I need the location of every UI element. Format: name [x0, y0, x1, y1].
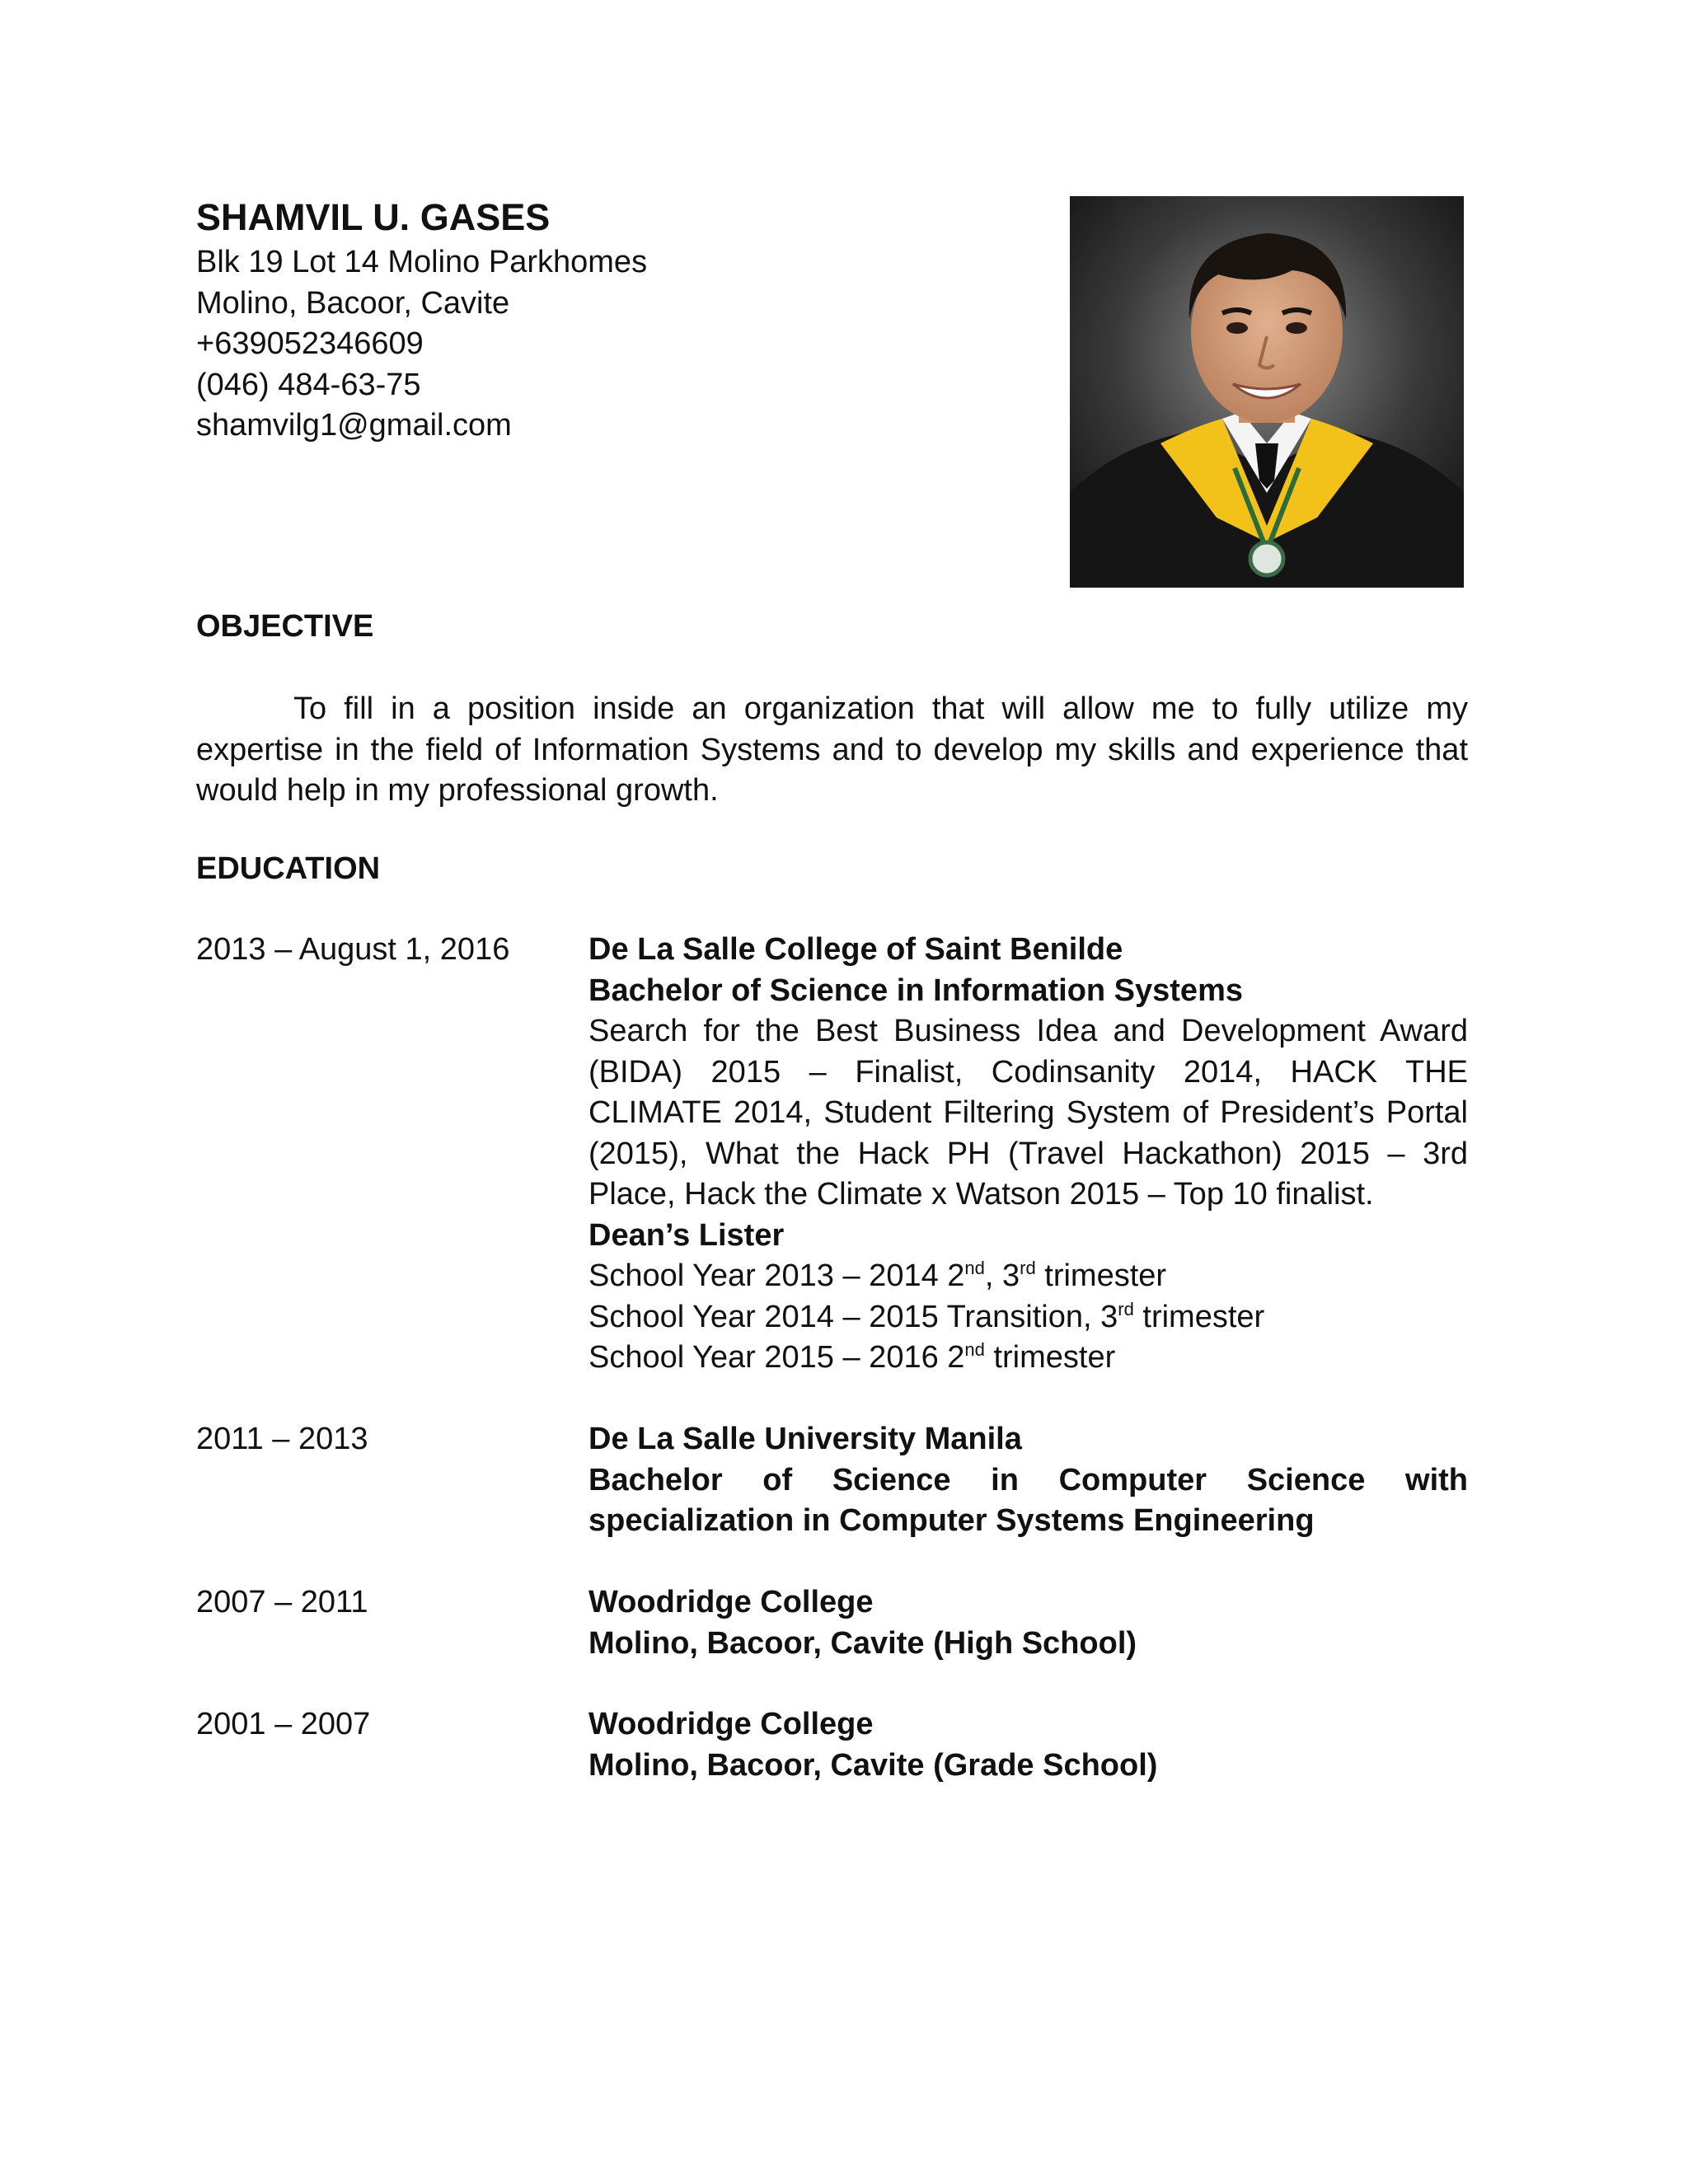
landline-number: (046) 484-63-75: [196, 367, 421, 402]
education-details: [588, 1419, 1468, 1542]
address-line-2: Molino, Bacoor, Cavite: [196, 285, 510, 321]
mobile-number: +639052346609: [196, 326, 424, 361]
school-name: Woodridge College: [588, 1585, 874, 1619]
email-address: shamvilg1@gmail.com: [196, 408, 512, 443]
address-line-1: Blk 19 Lot 14 Molino Parkhomes: [196, 245, 648, 279]
awards-text: Search for the Best Business Idea and Development Award (BIDA) 2015 – Finalist, Codinsanity 2014, HACK THE CLIMATE 2014, Student Filtering System of President’s Portal (2015), What the Hack PH (Travel Hackathon) 2015 – 3rd Place, Hack the Climate x Watson 2015 – Top 10 finalist.: [588, 1014, 1468, 1212]
school-name: De La Salle College of Saint Benilde: [588, 932, 1123, 967]
school-name: De La Salle University Manila: [588, 1422, 1022, 1456]
contact-block: [196, 242, 647, 447]
degree-name: Bachelor of Science in Computer Science with specialization in Computer Systems Engineering: [588, 1462, 1468, 1538]
honor-line: School Year 2015 – 2016 2nd trimester: [588, 1339, 1116, 1375]
education-heading: EDUCATION: [196, 851, 381, 886]
education-years: 2013 – August 1, 2016: [196, 932, 510, 967]
school-name: Woodridge College: [588, 1707, 874, 1741]
education-years: 2011 – 2013: [196, 1422, 368, 1456]
objective-heading: OBJECTIVE: [196, 609, 374, 644]
applicant-name: SHAMVIL U. GASES: [196, 196, 551, 238]
degree-name: Bachelor of Science in Information Systems: [588, 972, 1243, 1008]
honor-line: School Year 2014 – 2015 Transition, 3rd trimester: [588, 1298, 1265, 1334]
honor-title: Dean’s Lister: [588, 1217, 785, 1253]
education-details: [588, 1704, 1468, 1786]
education-years: 2001 – 2007: [196, 1707, 371, 1741]
objective-text: To fill in a position inside an organization that will allow me to fully utilize my expertise in the field of Information Systems and to develop my skills and experience that would help in my professional growth.: [196, 691, 1468, 808]
education-details: [588, 930, 1468, 1379]
education-details: [588, 1582, 1468, 1664]
education-years: 2007 – 2011: [196, 1585, 368, 1619]
school-location: Molino, Bacoor, Cavite (High School): [588, 1625, 1137, 1661]
school-location: Molino, Bacoor, Cavite (Grade School): [588, 1747, 1158, 1783]
honor-line: School Year 2013 – 2014 2nd, 3rd trimester: [588, 1258, 1167, 1293]
profile-photo: [1070, 196, 1464, 588]
